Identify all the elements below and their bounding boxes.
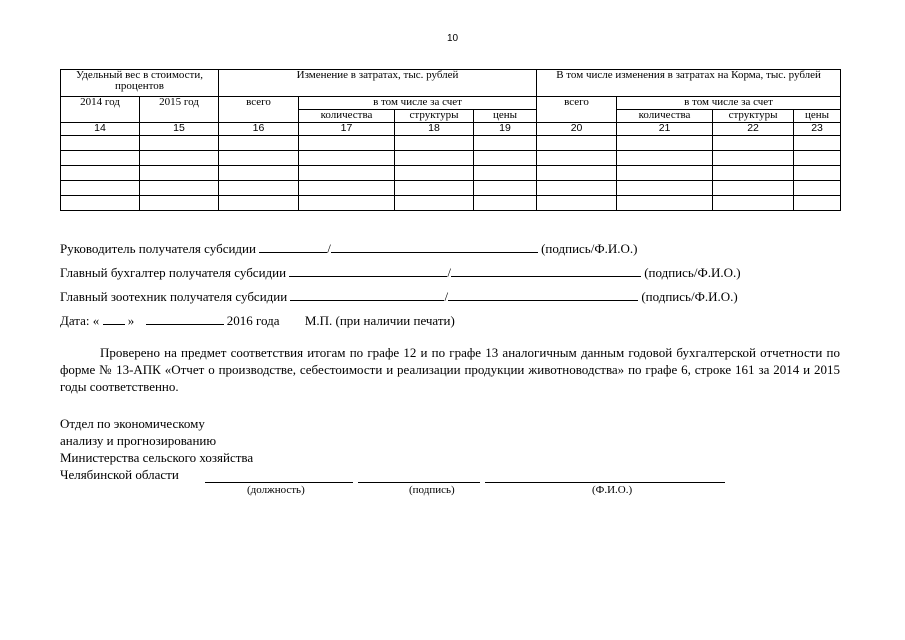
header-quantity-feed: количества — [617, 110, 713, 123]
accountant-hint: (подпись/Ф.И.О.) — [644, 265, 741, 280]
header-total-feed: всего — [537, 97, 617, 123]
column-number: 17 — [299, 123, 395, 136]
header-including-feed: в том числе за счет — [617, 97, 841, 110]
date-mid: » — [127, 313, 135, 328]
column-number: 18 — [395, 123, 474, 136]
header-feed-change: В том числе изменения в затратах на Корма, тыс. рублей — [537, 70, 841, 97]
zootech-signature-line — [60, 288, 738, 305]
department-line-4: Челябинской области — [60, 467, 179, 482]
table-row — [61, 136, 841, 151]
accountant-name-field[interactable] — [451, 264, 641, 277]
name-caption: (Ф.И.О.) — [592, 484, 633, 496]
zootech-signature-field[interactable] — [290, 288, 444, 301]
column-number: 23 — [794, 123, 841, 136]
zootech-label: Главный зоотехник получателя субсидии — [60, 289, 288, 304]
header-total: всего — [219, 97, 299, 123]
column-number: 15 — [140, 123, 219, 136]
name-field[interactable] — [485, 482, 725, 483]
date-day-field[interactable] — [103, 312, 125, 325]
column-number: 21 — [617, 123, 713, 136]
head-signature-field[interactable] — [259, 240, 327, 253]
header-price: цены — [474, 110, 537, 123]
date-prefix: Дата: « — [60, 313, 100, 328]
position-field[interactable] — [205, 482, 353, 483]
stamp-note: М.П. (при наличии печати) — [304, 313, 455, 328]
department-line-2: анализу и прогнозированию — [60, 433, 217, 448]
cost-change-table — [60, 69, 841, 211]
zootech-name-field[interactable] — [448, 288, 638, 301]
header-price-feed: цены — [794, 110, 841, 123]
header-structure-feed: структуры — [713, 110, 794, 123]
column-number: 20 — [537, 123, 617, 136]
slash: / — [447, 265, 451, 280]
position-caption: (должность) — [247, 484, 305, 496]
accountant-signature-field[interactable] — [289, 264, 447, 277]
header-including: в том числе за счет — [299, 97, 537, 110]
department-line-3: Министерства сельского хозяйства — [60, 450, 254, 465]
date-year: 2016 года — [226, 313, 280, 328]
table-row — [61, 151, 841, 166]
accountant-signature-line — [60, 264, 741, 281]
page-number: 10 — [446, 33, 459, 44]
date-month-field[interactable] — [146, 312, 224, 325]
header-share: Удельный вес в стоимости, процентов — [61, 70, 219, 97]
zootech-hint: (подпись/Ф.И.О.) — [641, 289, 738, 304]
header-2015: 2015 год — [140, 97, 219, 123]
slash: / — [327, 241, 331, 256]
signature-caption: (подпись) — [409, 484, 455, 496]
head-label: Руководитель получателя субсидии — [60, 241, 256, 256]
header-2014: 2014 год — [61, 97, 140, 123]
table-row — [61, 181, 841, 196]
table-row — [61, 166, 841, 181]
header-quantity: количества — [299, 110, 395, 123]
signature-field[interactable] — [358, 482, 480, 483]
accountant-label: Главный бухгалтер получателя субсидии — [60, 265, 287, 280]
verification-paragraph: Проверено на предмет соответствия итогам по графе 12 и по графе 13 аналогичным данным годовой бухгалтерской отчетности по форме № 13-АПК «Отчет о производстве, себестоимости и реализации продукции животноводства» по графе 6, строке 161 за 2014 и 2015 годы соответственно. — [60, 345, 840, 394]
head-name-field[interactable] — [331, 240, 538, 253]
column-number: 19 — [474, 123, 537, 136]
column-number: 14 — [61, 123, 140, 136]
table-row — [61, 196, 841, 211]
department-line-1: Отдел по экономическому — [60, 416, 205, 431]
date-line — [60, 312, 455, 329]
header-cost-change: Изменение в затратах, тыс. рублей — [219, 70, 537, 97]
column-number: 16 — [219, 123, 299, 136]
header-structure: структуры — [395, 110, 474, 123]
head-signature-line — [60, 240, 637, 257]
head-hint: (подпись/Ф.И.О.) — [541, 241, 638, 256]
column-number: 22 — [713, 123, 794, 136]
slash: / — [444, 289, 449, 304]
